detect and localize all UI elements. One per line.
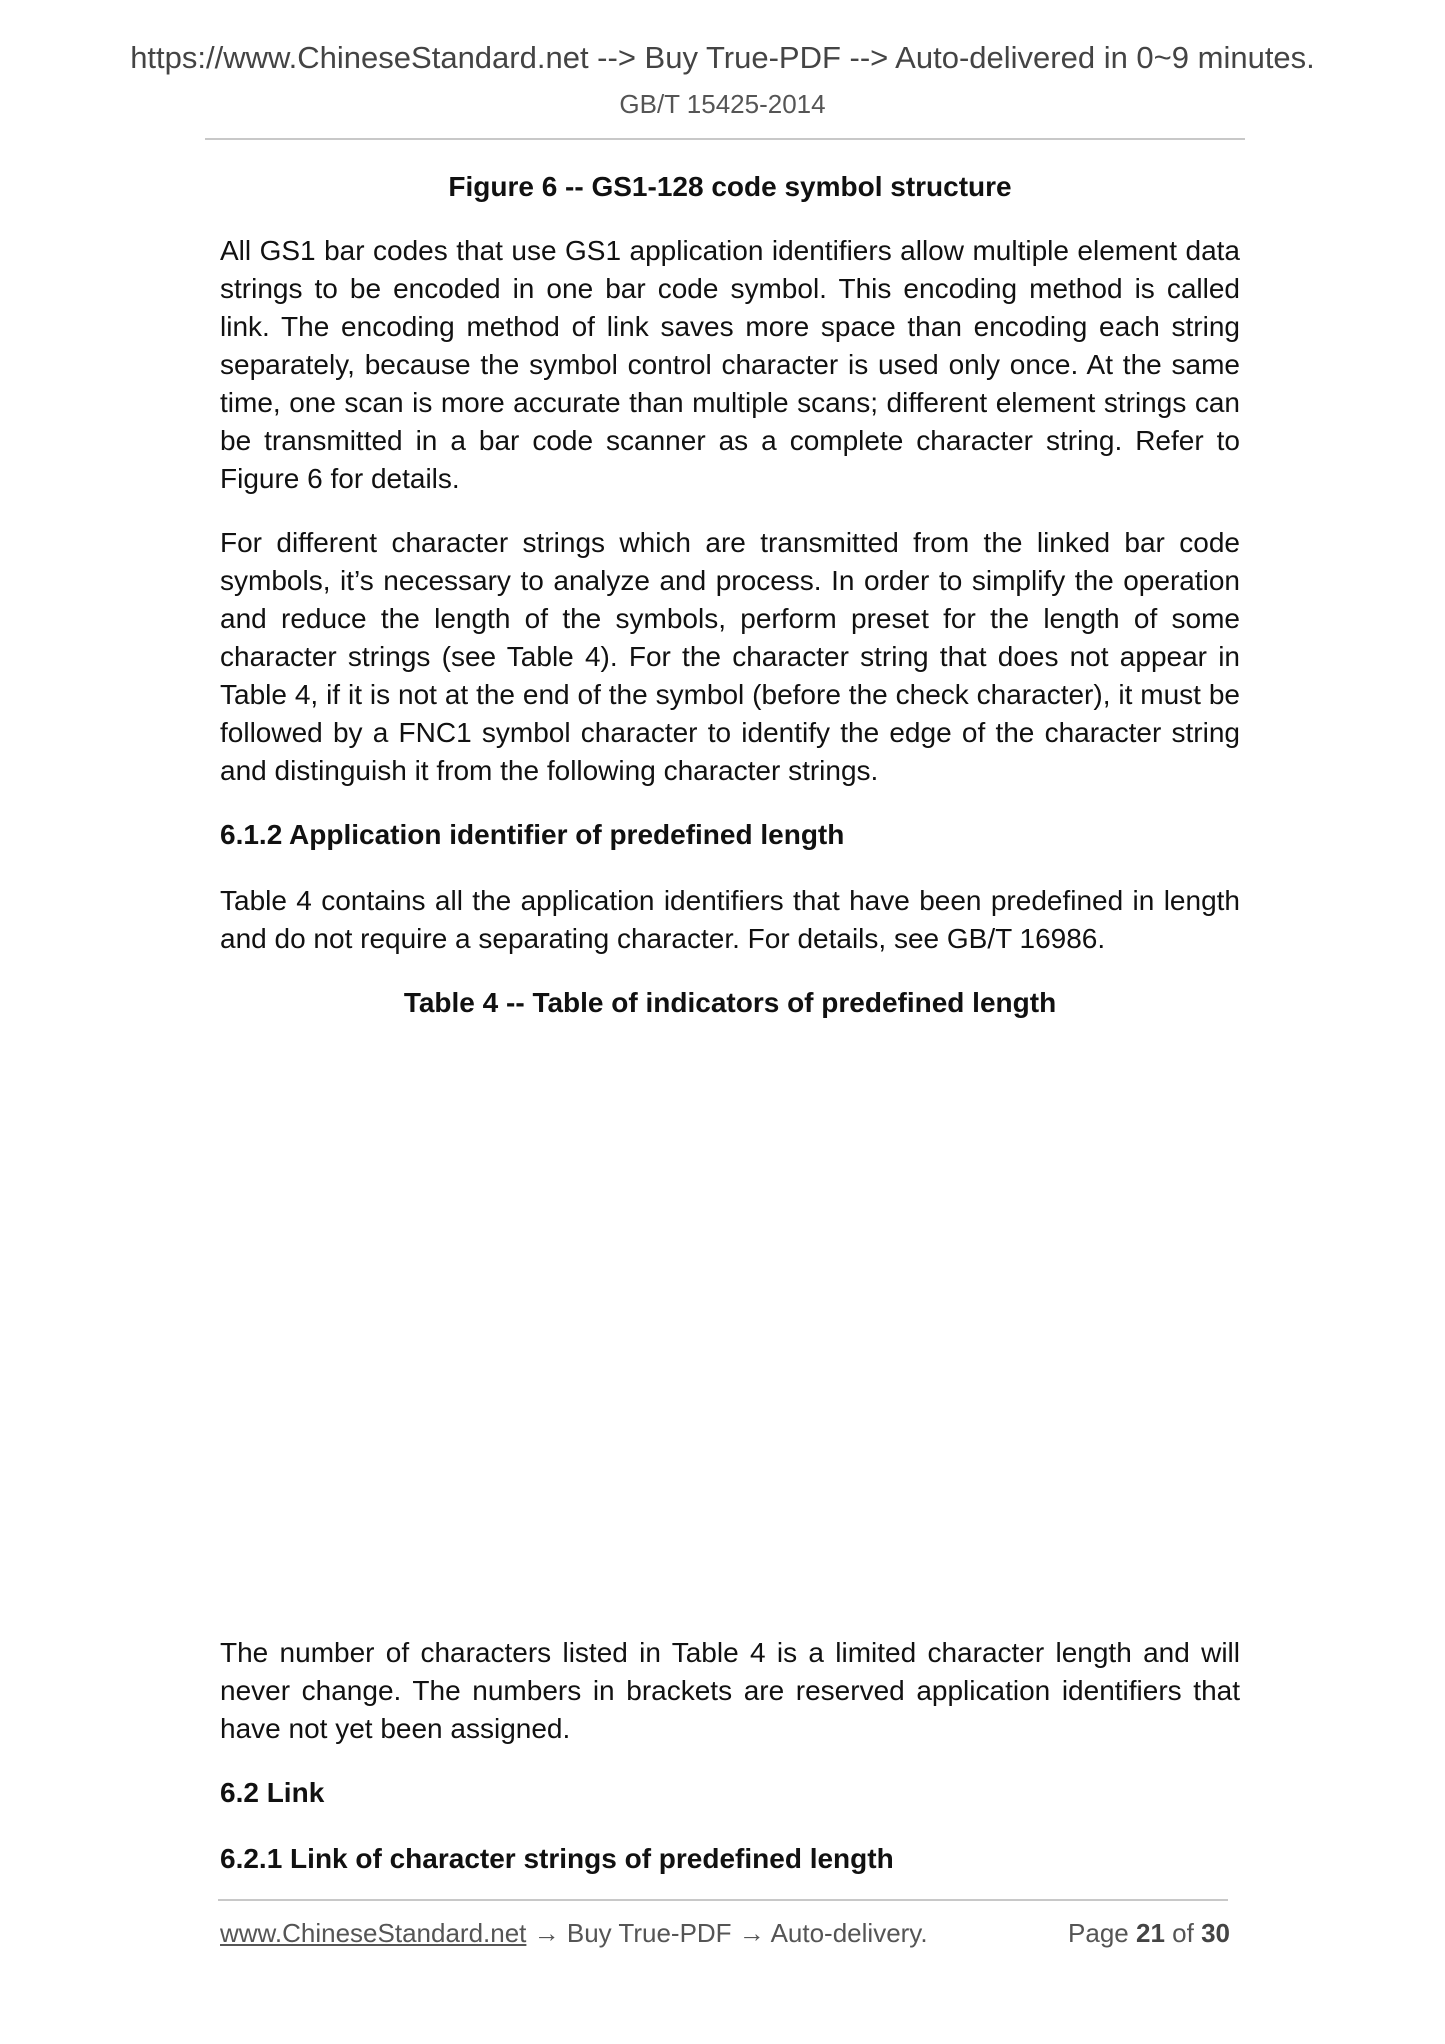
footer-site-link[interactable]: www.ChineseStandard.net [220,1918,527,1948]
paragraph-preset-length: For different character strings which are transmitted from the linked bar code symbols, it’s necessary to analyze and process. In order to simplify the operation and reduce the length of the symbols, perform preset for the length of some character strings (see Table 4). For the character string that does not appear in Table 4, if it is not at the end of the symbol (before the check character), it must be followed by a FNC1 symbol character to identify the edge of the character string and distinguish it from the following character strings. [220,527,1240,786]
figure-caption: Figure 6 -- GS1-128 code symbol structure [448,171,1012,202]
total-pages: 30 [1201,1918,1230,1948]
footer-left [220,1918,928,1949]
of-label: of [1172,1918,1194,1948]
page-number: 21 [1136,1918,1165,1948]
section-heading-6-2: 6.2 Link [220,1777,325,1808]
section-heading-6-1-2: 6.1.2 Application identifier of predefined length [220,819,845,850]
section-heading-6-2-1: 6.2.1 Link of character strings of predefined length [220,1843,894,1874]
page-counter [1068,1918,1230,1949]
table-placeholder-area [220,1048,1240,1608]
header-standard-number: GB/T 15425-2014 [619,89,826,119]
footer-divider [218,1899,1228,1901]
table-caption: Table 4 -- Table of indicators of predefined length [403,987,1057,1018]
paragraph-link-encoding: All GS1 bar codes that use GS1 application identifiers allow multiple element data strings to be encoded in one bar code symbol. This encoding method is called link. The encoding method of link saves more space than encoding each string separately, because the symbol control character is used only once. At the same time, one scan is more accurate than multiple scans; different element strings can be transmitted in a bar code scanner as a complete character string. Refer to Figure 6 for details. [220,235,1240,494]
header-divider [205,138,1245,140]
paragraph-character-length-note: The number of characters listed in Table 4 is a limited character length and will never change. The numbers in brackets are reserved application identifiers that have not yet been assigned. [220,1637,1240,1744]
paragraph-table4-intro: Table 4 contains all the application identifiers that have been predefined in length and do not require a separating character. For details, see GB/T 16986. [220,885,1240,954]
page-content [220,168,1240,1906]
page-label: Page [1068,1918,1129,1948]
header-url-line: https://www.ChineseStandard.net --> Buy True-PDF --> Auto-delivered in 0~9 minutes. [130,40,1315,75]
footer-tail-text: → Buy True-PDF → Auto-delivery. [526,1918,928,1948]
